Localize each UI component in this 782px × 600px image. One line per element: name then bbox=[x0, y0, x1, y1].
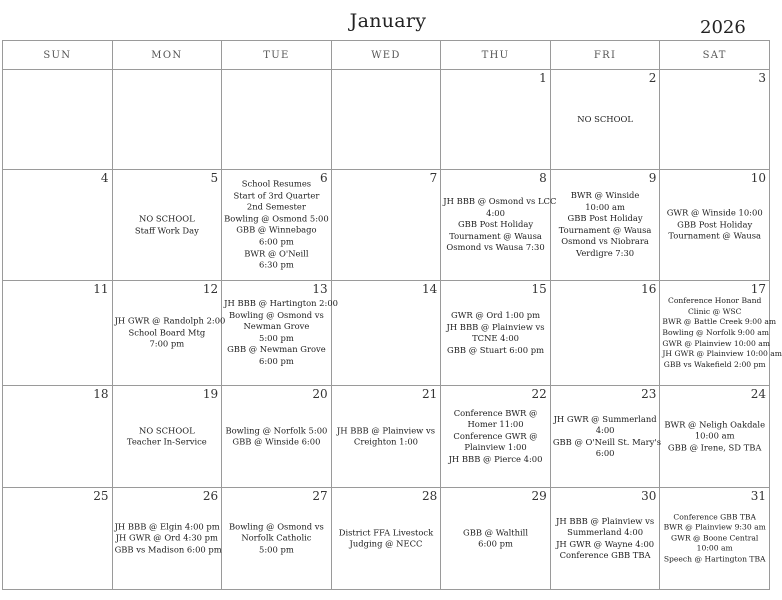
event-line: Bowling @ Norfolk 5:00 bbox=[225, 424, 328, 435]
day-cell bbox=[112, 386, 222, 488]
event-line: 2nd Semester bbox=[246, 201, 306, 212]
event-line: Osmond vs Niobrara bbox=[561, 236, 649, 247]
weekday-wed: WED bbox=[331, 41, 441, 70]
event-line: GWR @ Ord 1:00 pm bbox=[451, 309, 541, 320]
day-cell bbox=[3, 488, 113, 590]
day-cell bbox=[222, 488, 332, 590]
event-line: GBB @ O'Neill St. Mary's bbox=[552, 436, 661, 447]
event-line: 7:00 pm bbox=[149, 338, 185, 349]
event-line: GBB vs Madison 6:00 pm bbox=[114, 544, 222, 555]
calendar-week-row bbox=[3, 281, 770, 386]
event-list bbox=[660, 419, 769, 454]
event-line: NO SCHOOL bbox=[139, 213, 195, 224]
day-cell bbox=[550, 170, 660, 281]
event-list bbox=[113, 425, 222, 448]
day-cell bbox=[660, 386, 770, 488]
day-number: 19 bbox=[202, 387, 219, 401]
event-line: GBB @ Stuart 6:00 pm bbox=[447, 344, 545, 355]
event-line: 10:00 am bbox=[694, 430, 735, 441]
event-line: 5:00 pm bbox=[259, 544, 294, 555]
event-list bbox=[441, 310, 550, 356]
event-line: Osmond vs Wausa 7:30 bbox=[446, 242, 545, 253]
event-line: GBB vs Wakefield 2:00 pm bbox=[663, 359, 766, 369]
event-line: District FFA Livestock bbox=[338, 526, 434, 537]
event-line: Start of 3rd Quarter bbox=[233, 190, 320, 201]
calendar-week-row bbox=[3, 70, 770, 170]
day-number: 7 bbox=[429, 171, 438, 185]
event-line: 6:00 pm bbox=[478, 538, 513, 549]
event-list bbox=[551, 190, 660, 260]
event-line: Teacher In-Service bbox=[126, 436, 207, 447]
event-line: Conference Honor Band bbox=[668, 295, 762, 305]
event-list bbox=[660, 295, 782, 370]
event-line: NO SCHOOL bbox=[577, 113, 633, 124]
day-cell bbox=[550, 386, 660, 488]
event-line: 4:00 bbox=[486, 207, 505, 218]
calendar-week-row bbox=[3, 386, 770, 488]
day-cell bbox=[331, 281, 441, 386]
event-line: Conference GWR @ bbox=[453, 430, 538, 441]
day-cell bbox=[550, 281, 660, 386]
event-list bbox=[441, 527, 550, 550]
day-number: 20 bbox=[312, 387, 328, 401]
day-number: 29 bbox=[531, 489, 547, 503]
event-list bbox=[222, 179, 331, 272]
event-line: 6:00 pm bbox=[259, 356, 294, 367]
day-number: 31 bbox=[750, 489, 766, 503]
event-line: 5:00 pm bbox=[259, 333, 294, 343]
event-line: 6:30 pm bbox=[259, 259, 294, 270]
event-line: GBB @ Winnebago bbox=[236, 225, 317, 235]
event-line: Conference GBB TBA bbox=[559, 550, 651, 561]
day-number: 28 bbox=[421, 489, 438, 503]
event-line: BWR @ Battle Creek 9:00 am bbox=[662, 317, 777, 327]
empty-day-cell bbox=[3, 70, 113, 170]
event-list bbox=[441, 196, 557, 254]
year-label: 2026 bbox=[700, 17, 746, 38]
day-number: 5 bbox=[210, 171, 219, 185]
empty-day-cell bbox=[112, 70, 222, 170]
event-line: JH BBB @ Plainview vs bbox=[336, 424, 436, 435]
day-number: 4 bbox=[100, 171, 109, 185]
event-line: JH BBB @ Osmond vs LCC bbox=[443, 196, 557, 207]
day-number: 14 bbox=[421, 282, 438, 296]
day-cell bbox=[660, 70, 770, 170]
event-line: 10:00 am bbox=[585, 201, 625, 212]
empty-day-cell bbox=[331, 70, 441, 170]
event-line: 4:00 bbox=[595, 424, 615, 435]
event-list bbox=[551, 413, 660, 459]
calendar-week-row bbox=[3, 170, 770, 281]
event-line: Norfolk Catholic bbox=[241, 532, 312, 543]
day-number: 2 bbox=[648, 71, 657, 85]
event-line: JH GWR @ Summerland bbox=[553, 413, 657, 424]
event-line: JH BBB @ Plainview vs bbox=[556, 515, 655, 526]
event-list bbox=[551, 114, 660, 126]
event-line: Bowling @ Osmond vs bbox=[229, 521, 324, 532]
day-cell bbox=[441, 386, 551, 488]
event-line: Bowling @ Osmond 5:00 bbox=[224, 213, 329, 224]
event-line: Bowling @ Norfolk 9:00 am bbox=[662, 327, 769, 337]
day-cell bbox=[441, 70, 551, 170]
event-line: Speech @ Hartington TBA bbox=[663, 554, 766, 564]
event-list bbox=[332, 425, 441, 448]
day-cell bbox=[112, 170, 222, 281]
event-line: GBB @ Irene, SD TBA bbox=[667, 442, 762, 453]
day-number: 1 bbox=[539, 71, 547, 85]
day-cell bbox=[222, 386, 332, 488]
day-number: 24 bbox=[750, 387, 766, 401]
day-cell bbox=[660, 488, 770, 590]
event-line: Summerland 4:00 bbox=[567, 526, 644, 537]
event-line: GBB @ Newman Grove bbox=[227, 344, 326, 355]
day-number: 12 bbox=[202, 282, 219, 296]
event-line: GBB Post Holiday bbox=[457, 219, 534, 230]
day-number: 30 bbox=[641, 489, 657, 503]
event-line: 6:00 bbox=[595, 448, 615, 459]
day-number: 8 bbox=[539, 171, 547, 185]
event-line: BWR @ Winside bbox=[570, 190, 640, 201]
weekday-sun: SUN bbox=[3, 41, 113, 70]
event-line: Conference BWR @ bbox=[453, 407, 538, 418]
event-line: Tournament @ Wausa bbox=[558, 225, 652, 235]
day-number: 11 bbox=[93, 282, 109, 296]
weekday-header-row bbox=[3, 41, 770, 70]
event-line: JH BBB @ Plainview vs bbox=[446, 321, 545, 332]
day-number: 17 bbox=[750, 282, 766, 296]
weekday-mon: MON bbox=[112, 41, 222, 70]
event-line: Judging @ NECC bbox=[349, 538, 423, 549]
day-number: 10 bbox=[750, 171, 766, 185]
event-line: BWR @ Neligh Oakdale bbox=[664, 419, 766, 430]
event-line: Clinic @ WSC bbox=[687, 306, 742, 316]
event-line: GWR @ Winside 10:00 bbox=[666, 207, 763, 218]
event-list bbox=[441, 408, 550, 466]
event-line: NO SCHOOL bbox=[139, 424, 195, 435]
day-cell bbox=[222, 281, 338, 386]
event-line: Bowling @ Osmond vs bbox=[229, 309, 324, 320]
event-line: Plainview 1:00 bbox=[464, 442, 527, 453]
event-line: Staff Work Day bbox=[134, 225, 199, 235]
day-cell bbox=[331, 170, 441, 281]
day-cell bbox=[441, 488, 551, 590]
day-number: 16 bbox=[641, 282, 657, 296]
day-number: 6 bbox=[320, 171, 328, 185]
event-line: Homer 11:00 bbox=[467, 419, 524, 430]
event-list bbox=[113, 315, 226, 351]
weekday-fri: FRI bbox=[550, 41, 660, 70]
day-cell bbox=[331, 488, 441, 590]
event-list bbox=[222, 298, 338, 368]
day-cell bbox=[550, 70, 660, 170]
event-line: GBB Post Holiday bbox=[567, 213, 643, 224]
day-number: 13 bbox=[312, 282, 328, 296]
day-cell bbox=[3, 170, 113, 281]
event-list bbox=[332, 527, 441, 550]
event-line: Newman Grove bbox=[243, 321, 310, 332]
day-cell bbox=[3, 386, 113, 488]
event-line: JH GWR @ Wayne 4:00 bbox=[556, 538, 655, 549]
event-line: GBB Post Holiday bbox=[677, 219, 753, 230]
weekday-sat: SAT bbox=[660, 41, 770, 70]
day-number: 9 bbox=[648, 171, 657, 185]
event-line: JH BBB @ Pierce 4:00 bbox=[448, 453, 543, 464]
month-title: January bbox=[349, 10, 427, 32]
event-line: Conference GBB TBA bbox=[673, 511, 756, 521]
event-line: BWR @ O'Neill bbox=[244, 248, 309, 259]
event-list bbox=[222, 425, 331, 448]
day-number: 18 bbox=[93, 387, 109, 401]
day-cell bbox=[660, 281, 782, 386]
event-line: 6:00 pm bbox=[259, 236, 294, 247]
event-line: BWR @ Plainview 9:30 am bbox=[663, 522, 766, 532]
event-line: TCNE 4:00 bbox=[472, 333, 519, 343]
day-cell bbox=[660, 170, 770, 281]
day-number: 21 bbox=[421, 387, 438, 401]
day-cell bbox=[441, 281, 551, 386]
event-line: JH GWR @ Randolph 2:00 bbox=[114, 315, 226, 326]
event-line: GWR @ Boone Central bbox=[671, 533, 759, 543]
weekday-thu: THU bbox=[441, 41, 551, 70]
day-number: 22 bbox=[531, 387, 547, 401]
event-line: School Board Mtg bbox=[128, 327, 206, 338]
event-line: Verdigre 7:30 bbox=[576, 248, 635, 259]
day-cell bbox=[222, 170, 332, 281]
day-cell bbox=[550, 488, 660, 590]
event-list bbox=[551, 515, 660, 561]
calendar-grid bbox=[2, 40, 782, 590]
day-number: 23 bbox=[641, 387, 657, 401]
day-cell bbox=[331, 386, 441, 488]
event-list bbox=[222, 521, 331, 556]
event-list bbox=[660, 512, 769, 565]
event-line: JH GWR @ Plainview 10:00 am bbox=[662, 348, 782, 358]
event-line: GBB @ Winside 6:00 bbox=[232, 436, 321, 447]
event-line: JH GWR @ Ord 4:30 pm bbox=[115, 532, 218, 543]
day-cell bbox=[3, 281, 113, 386]
event-line: GBB @ Walthill bbox=[463, 526, 529, 537]
event-line: 10:00 am bbox=[696, 543, 733, 553]
event-list bbox=[113, 521, 222, 556]
empty-day-cell bbox=[222, 70, 332, 170]
event-line: JH BBB @ Elgin 4:00 pm bbox=[114, 521, 220, 532]
event-list bbox=[113, 213, 222, 236]
event-list bbox=[660, 208, 769, 243]
day-number: 3 bbox=[758, 71, 766, 85]
day-number: 26 bbox=[202, 489, 219, 503]
day-number: 25 bbox=[93, 489, 109, 503]
event-line: JH BBB @ Hartington 2:00 bbox=[224, 298, 338, 309]
day-cell bbox=[441, 170, 557, 281]
event-line: Creighton 1:00 bbox=[353, 436, 418, 447]
day-cell bbox=[112, 488, 222, 590]
event-line: GWR @ Plainview 10:00 am bbox=[662, 338, 770, 348]
calendar-week-row bbox=[3, 488, 770, 590]
day-number: 15 bbox=[531, 282, 547, 296]
day-number: 27 bbox=[312, 489, 328, 503]
event-line: School Resumes bbox=[241, 178, 312, 189]
event-line: Tournament @ Wausa bbox=[668, 230, 762, 241]
weekday-tue: TUE bbox=[222, 41, 332, 70]
event-line: Tournament @ Wausa bbox=[449, 230, 542, 241]
day-cell bbox=[112, 281, 226, 386]
